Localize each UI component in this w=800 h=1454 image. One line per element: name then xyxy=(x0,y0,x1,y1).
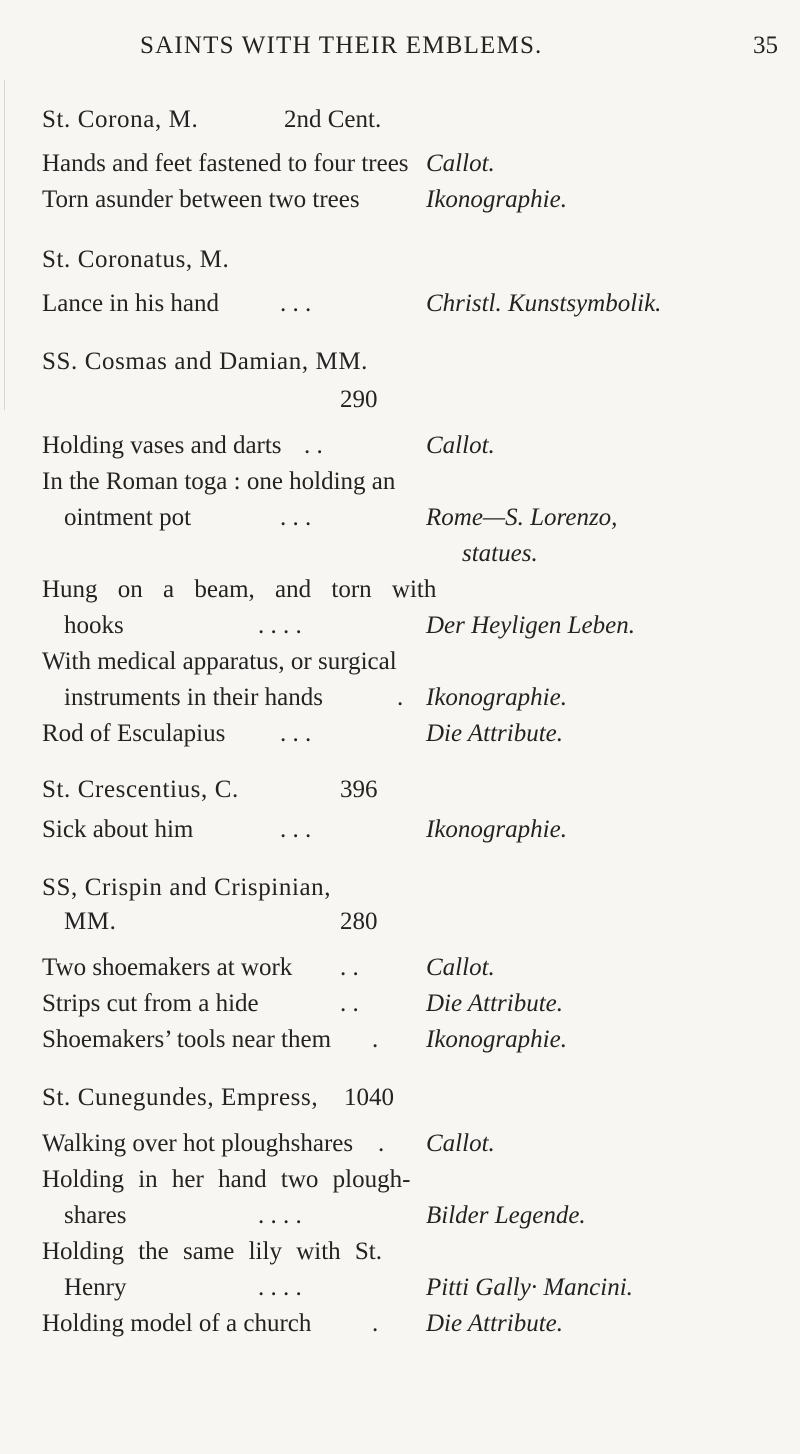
leader-dots: . . . . xyxy=(258,612,302,639)
emblem-description: Torn asunder between two trees xyxy=(42,186,360,213)
emblem-row xyxy=(42,684,792,718)
emblem-description: Rod of Esculapius xyxy=(42,720,226,747)
emblem-description: ointment pot xyxy=(64,504,192,531)
leader-dots: . . xyxy=(304,432,323,459)
page-header xyxy=(0,32,800,72)
emblem-description: shares xyxy=(64,1202,127,1229)
emblem-description: Two shoemakers at work xyxy=(42,954,293,981)
saint-heading-crispin-cont: MM. xyxy=(64,908,117,935)
emblem-source: Rome—S. Lorenzo, xyxy=(426,504,618,531)
emblem-source: Callot. xyxy=(426,150,495,177)
saint-date-crescentius: 396 xyxy=(340,776,378,803)
emblem-description: Holding model of a church xyxy=(42,1310,312,1337)
leader-dots: . . xyxy=(340,954,359,981)
saint-date-cosmas: 290 xyxy=(340,386,378,413)
emblem-row xyxy=(42,186,792,220)
emblem-source: statues. xyxy=(462,540,538,567)
leader-dots: . . . . xyxy=(258,1274,302,1301)
emblem-source: Pitti Gally· Mancini. xyxy=(426,1274,633,1301)
emblem-source: Die Attribute. xyxy=(426,720,564,747)
saint-date-corona: 2nd Cent. xyxy=(284,106,382,133)
saint-heading-coronatus: St. Coronatus, M. xyxy=(42,246,230,273)
emblem-source: Callot. xyxy=(426,1130,495,1157)
emblem-source: Die Attribute. xyxy=(426,990,564,1017)
emblem-row xyxy=(42,816,792,850)
emblem-description: In the Roman toga : one holding an xyxy=(42,468,396,495)
running-title: SAINTS WITH THEIR EMBLEMS. xyxy=(140,32,543,59)
emblem-description: Sick about him xyxy=(42,816,194,843)
emblem-row xyxy=(42,1202,792,1236)
leader-dots: . xyxy=(372,1310,379,1337)
emblem-row xyxy=(42,990,792,1024)
emblem-row xyxy=(42,432,792,466)
page-edge-shadow xyxy=(4,80,5,410)
emblem-row xyxy=(42,290,792,324)
emblem-row xyxy=(42,1130,792,1164)
leader-dots: . . . . xyxy=(258,1202,302,1229)
leader-dots: . . xyxy=(340,990,359,1017)
emblem-description: Strips cut from a hide xyxy=(42,990,259,1017)
saint-date-cunegundes: 1040 xyxy=(344,1084,394,1111)
emblem-row xyxy=(42,150,792,184)
emblem-row xyxy=(42,720,792,754)
emblem-description: Hung on a beam, and torn with xyxy=(42,576,437,603)
leader-dots: . xyxy=(397,684,404,711)
emblem-description: instruments in their hands xyxy=(64,684,323,711)
emblem-source: Die Attribute. xyxy=(426,1310,564,1337)
emblem-row xyxy=(42,1026,792,1060)
leader-dots: . xyxy=(378,1130,385,1157)
leader-dots: . . . xyxy=(280,504,312,531)
saint-heading-cosmas: SS. Cosmas and Damian, MM. xyxy=(42,348,369,375)
emblem-description: Hands and feet fastened to four trees xyxy=(42,150,409,177)
saint-heading-cunegundes: St. Cunegundes, Empress, xyxy=(42,1084,319,1111)
page-number: 35 xyxy=(753,32,778,59)
saint-heading-corona: St. Corona, M. xyxy=(42,106,199,133)
emblem-description: Lance in his hand xyxy=(42,290,220,317)
leader-dots: . xyxy=(372,1026,379,1053)
emblem-row xyxy=(42,1310,792,1344)
emblem-description: Holding in her hand two plough- xyxy=(42,1166,411,1193)
emblem-description: Holding the same lily with St. xyxy=(42,1238,382,1265)
emblem-description: Shoemakers’ tools near them xyxy=(42,1026,332,1053)
emblem-row xyxy=(42,612,792,646)
emblem-description: Henry xyxy=(64,1274,127,1301)
emblem-description: Walking over hot ploughshares xyxy=(42,1130,354,1157)
emblem-source: Ikonographie. xyxy=(426,186,567,213)
leader-dots: . . . xyxy=(280,720,312,747)
emblem-source: Bilder Legende. xyxy=(426,1202,586,1229)
emblem-source: Der Heyligen Leben. xyxy=(426,612,635,639)
emblem-row xyxy=(42,1274,792,1308)
emblem-row xyxy=(42,504,792,538)
emblem-source: Callot. xyxy=(426,432,495,459)
saint-heading-crescentius: St. Crescentius, C. xyxy=(42,776,239,803)
emblem-row xyxy=(42,954,792,988)
saint-heading-crispin: SS, Crispin and Crispinian, xyxy=(42,874,332,901)
leader-dots: . . . xyxy=(280,816,312,843)
emblem-source: Ikonographie. xyxy=(426,816,567,843)
emblem-source: Callot. xyxy=(426,954,495,981)
emblem-source: Ikonographie. xyxy=(426,684,567,711)
leader-dots: . . . xyxy=(280,290,312,317)
emblem-source: Christl. Kunstsymbolik. xyxy=(426,290,662,317)
emblem-description: With medical apparatus, or surgical xyxy=(42,648,397,675)
emblem-source: Ikonographie. xyxy=(426,1026,567,1053)
emblem-description: Holding vases and darts xyxy=(42,432,282,459)
saint-date-crispin: 280 xyxy=(340,908,378,935)
emblem-description: hooks xyxy=(64,612,124,639)
